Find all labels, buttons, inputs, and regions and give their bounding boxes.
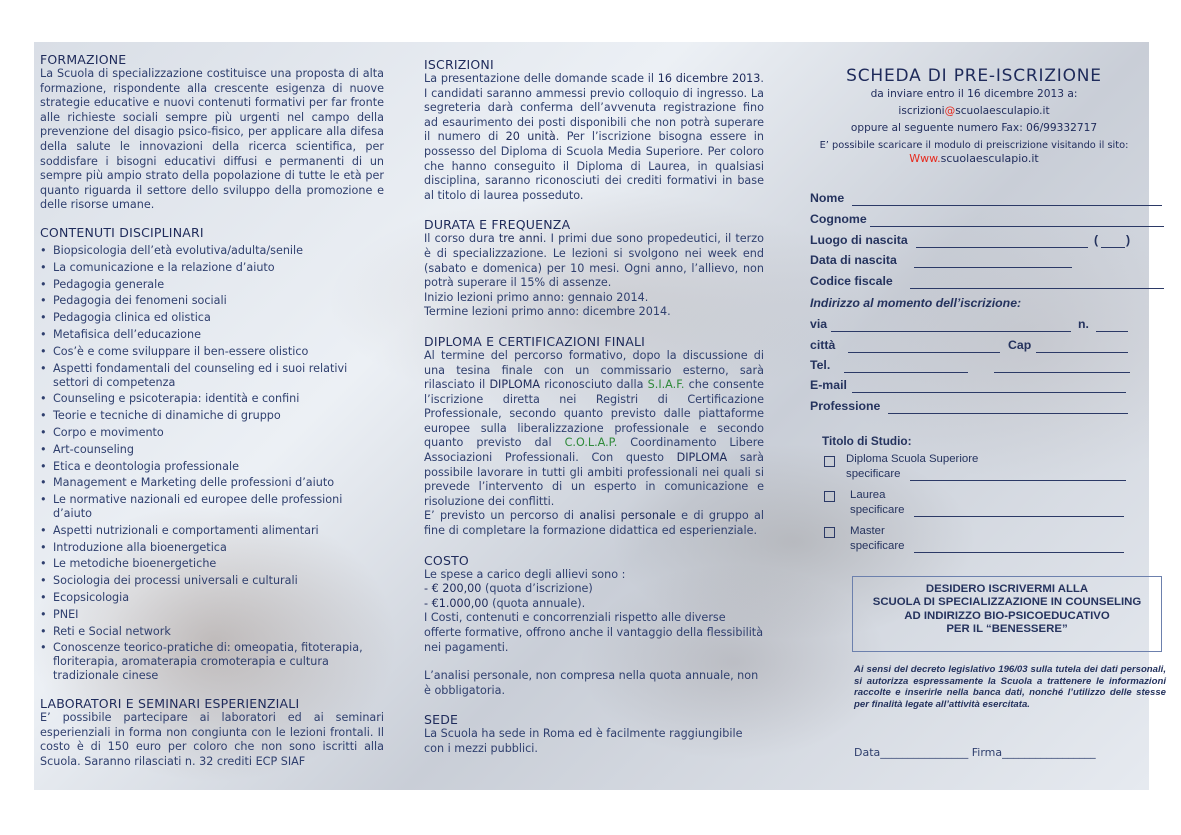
sede-title: SEDE bbox=[424, 712, 459, 728]
contenuti-item: • Cos’è e come sviluppare il ben-essere olistico bbox=[40, 345, 384, 359]
website-prefix: Www. bbox=[909, 152, 941, 165]
durata-title: DURATA E FREQUENZA bbox=[424, 217, 571, 233]
box-line-1: DESIDERO ISCRIVERMI ALLA bbox=[925, 583, 1089, 595]
contenuti-item: • Aspetti nutrizionali e comportamenti alimentari bbox=[40, 524, 384, 538]
email-label: E-mail bbox=[810, 378, 847, 392]
contenuti-item: • Pedagogia dei fenomeni sociali bbox=[40, 294, 384, 308]
contenuti-item: • Le metodiche bioenergetiche bbox=[40, 557, 384, 571]
data-nascita-label: Data di nascita bbox=[810, 253, 897, 267]
costo-item-1-amount: - € 200,00 bbox=[424, 582, 482, 596]
contenuti-item: • La comunicazione e la relazione d’aiuto bbox=[40, 261, 384, 275]
formazione-title: FORMAZIONE bbox=[40, 52, 127, 67]
formazione-text: La Scuola di specializzazione costituisce una proposta di alta formazione, rispondente alla crescente esigenza di nuove strategie educative e nuovi contenuti formativi per far fronte alle richieste sociali sempre più urgenti nel campo della prevenzione del disagio psico-fisico, per applicare alla difesa della salute le innovazioni della ricerca scientifica, per soddisfare i bisogni educativi diffusi e permanenti di un sempre più ampio strato della popolazione di tutte le età per quanto riguarda il settore dello sviluppo della promozione e delle risorse umane. bbox=[40, 67, 384, 212]
contenuti-item: • Reti e Social network bbox=[40, 625, 384, 639]
costo-title: COSTO bbox=[424, 552, 469, 568]
colap-label: C.O.L.A.P. bbox=[564, 436, 618, 450]
diploma-option-label: Diploma Scuola Superiore bbox=[846, 453, 979, 465]
column-right bbox=[804, 42, 1166, 790]
laboratori-text: E’ possibile partecipare ai laboratori ed ai seminari esperienziali in forma non congiunta con le lezioni frontali. Il costo è di 150 euro per coloro che non sono iscritti alla Scuola. Saranno rilasciati n. 32 crediti ECP SIAF bbox=[40, 711, 384, 769]
form-download-text: E’ possibile scaricare il modulo di preiscrizione visitando il sito: bbox=[819, 140, 1129, 151]
email-at: @ bbox=[944, 105, 956, 117]
email-domain: scuolaesculapio.it bbox=[955, 105, 1050, 117]
durata-end: Termine lezioni primo anno: dicembre 2014. bbox=[424, 305, 671, 319]
costo-item-2 bbox=[424, 597, 764, 612]
master-checkbox[interactable] bbox=[824, 527, 835, 538]
diploma-text bbox=[424, 349, 764, 510]
contenuti-item: • Ecopsicologia bbox=[40, 591, 384, 605]
contenuti-item: • Pedagogia generale bbox=[40, 278, 384, 292]
durata-start: Inizio lezioni primo anno: gennaio 2014. bbox=[424, 290, 649, 304]
master-option-label: Master bbox=[850, 525, 885, 537]
titolo-studio-label: Titolo di Studio: bbox=[822, 434, 912, 448]
numero-field[interactable] bbox=[1096, 331, 1128, 332]
durata-text bbox=[424, 232, 764, 290]
form-website[interactable] bbox=[804, 152, 1144, 166]
durata-text-1: Il corso dura bbox=[424, 232, 495, 246]
contenuti-item: • Le normative nazionali ed europee delle professioni d’aiuto bbox=[40, 493, 384, 521]
tel-label: Tel. bbox=[810, 358, 831, 372]
diploma-text-2: riconosciuto dalla bbox=[544, 378, 644, 392]
laboratori-title: LABORATORI E SEMINARI ESPERIENZIALI bbox=[40, 696, 300, 712]
column-middle bbox=[424, 57, 764, 757]
iscrizioni-text bbox=[424, 72, 764, 203]
master-specify-label: specificare bbox=[850, 540, 905, 552]
costo-text: I Costi, contenuti e concorrenziali rispetto alle diverse offerte formative, offrono anche il vantaggio della flessibilità nei pagamenti. bbox=[424, 611, 764, 654]
data-label: Data bbox=[854, 746, 881, 759]
cognome-field[interactable] bbox=[870, 226, 1164, 227]
diploma-text-1: Al termine del percorso formativo, dopo la discussione di una tesina finale con un commissario esterno, sarà rilasciato il bbox=[424, 348, 764, 392]
contenuti-item: • Aspetti fondamentali del counseling ed i suoi relativi settori di competenza bbox=[40, 362, 384, 390]
contenuti-item: • Corpo e movimento bbox=[40, 426, 384, 440]
citta-label: città bbox=[810, 338, 836, 352]
luogo-label: Luogo di nascita bbox=[810, 233, 908, 247]
contenuti-item: • Biopsicologia dell’età evolutiva/adulta/senile bbox=[40, 244, 384, 258]
siaf-label: S.I.A.F. bbox=[647, 378, 685, 392]
signature-row bbox=[854, 746, 1096, 759]
cap-field[interactable] bbox=[1036, 352, 1128, 353]
diploma-text-5: sarà possibile lavorare in tutti gli ambiti professionali nei quali si prevede l’intervento di un esperto in comunicazione e risoluzione dei conflitti. bbox=[424, 451, 764, 508]
tel-field-2[interactable] bbox=[994, 372, 1130, 373]
luogo-field[interactable] bbox=[916, 247, 1088, 248]
diploma-text-3: che consente l’iscrizione diretta nei Registri di Certificazione Professionale, secondo quanto previsto dalle piattaforme europee sulla liberalizzazione professionale e secondo quanto previsto dal bbox=[424, 378, 765, 450]
brochure-sheet bbox=[34, 42, 1166, 790]
firma-field[interactable]: _________________ bbox=[1002, 746, 1096, 759]
cognome-label: Cognome bbox=[810, 212, 867, 226]
form-deadline: da inviare entro il 16 dicembre 2013 a: bbox=[870, 88, 1078, 100]
contenuti-item: • PNEI bbox=[40, 608, 384, 622]
luogo-paren-close: ) bbox=[1126, 233, 1131, 247]
iscrizioni-num: 20 unità bbox=[505, 130, 556, 144]
professione-field[interactable] bbox=[888, 413, 1128, 414]
diploma-checkbox[interactable] bbox=[824, 456, 835, 467]
box-line-4: PER IL “BENESSERE” bbox=[946, 623, 1068, 636]
diploma-text-7: e di gruppo al fine di completare la formazione didattica ed esperienziale. bbox=[424, 509, 764, 538]
sede-text: La Scuola ha sede in Roma ed è facilmente raggiungibile con i mezzi pubblici. bbox=[424, 727, 743, 755]
costo-item-2-amount: - €1.000,00 bbox=[424, 596, 489, 610]
diploma-specify-label: specificare bbox=[846, 468, 901, 480]
iscrizioni-text-3: . Per l’iscrizione bisogna essere in possesso del Diploma di Scuola Media Superiore. Per coloro che hanno conseguito il Diploma di Laurea, in qualsiasi disciplina, saranno riconosciuti dei crediti formativi in base al titolo di laurea posseduto. bbox=[424, 130, 764, 202]
contenuti-item: • Metafisica dell’educazione bbox=[40, 328, 384, 342]
numero-label: n. bbox=[1078, 317, 1089, 331]
codice-fiscale-label: Codice fiscale bbox=[810, 274, 893, 288]
laurea-specify-label: specificare bbox=[850, 504, 905, 516]
professione-label: Professione bbox=[810, 399, 881, 413]
contenuti-title: CONTENUTI DISCIPLINARI bbox=[40, 224, 204, 240]
diploma-title: DIPLOMA E CERTIFICAZIONI FINALI bbox=[424, 333, 645, 349]
form-title: SCHEDA DI PRE-ISCRIZIONE bbox=[846, 66, 1102, 86]
iscrizione-box bbox=[852, 576, 1162, 652]
laurea-option-label: Laurea bbox=[850, 489, 886, 501]
contenuti-item: • Pedagogia clinica ed olistica bbox=[40, 311, 384, 325]
contenuti-item: • Conoscenze teorico-pratiche di: omeopatia, fitoterapia, floriterapia, aromaterapia cromoterapia e cultura tradizionale cinese bbox=[40, 641, 384, 683]
diploma-text-4: Coordinamento Libere Associazioni Professionali. Con questo bbox=[424, 436, 764, 465]
iscrizioni-title: ISCRIZIONI bbox=[424, 57, 494, 72]
nome-label: Nome bbox=[810, 191, 845, 205]
costo-intro: Le spese a carico degli allievi sono : bbox=[424, 567, 626, 581]
laurea-checkbox[interactable] bbox=[824, 491, 835, 502]
data-nascita-field[interactable] bbox=[914, 267, 1072, 268]
contenuti-item: • Teorie e tecniche di dinamiche di gruppo bbox=[40, 409, 384, 423]
email-local: iscrizioni bbox=[898, 105, 945, 117]
costo-analisi: L’analisi personale, non compresa nella quota annuale, non è obbligatoria. bbox=[424, 669, 759, 697]
costo-item-2-label: (quota annuale). bbox=[492, 596, 586, 610]
contenuti-item: • Counseling e psicoterapia: identità e confini bbox=[40, 392, 384, 406]
iscrizioni-date: 16 dicembre 2013 bbox=[657, 72, 761, 85]
master-specify-field[interactable] bbox=[914, 552, 1124, 553]
contenuti-item: • Etica e deontologia professionale bbox=[40, 460, 384, 474]
costo-item-1-label: (quota d’iscrizione) bbox=[484, 582, 593, 596]
form-email[interactable] bbox=[804, 103, 1144, 120]
durata-text-2: . I primi due sono propedeutici, il terzo è di specializzazione. Le lezioni si svolgono nei week end (sabato e domenica) per 10 mesi. Ogni anno, l’allievo, non potrà superare il 15% di assenze. bbox=[424, 232, 764, 290]
analisi-label: analisi personale bbox=[579, 509, 676, 523]
via-field[interactable] bbox=[831, 331, 1071, 332]
contenuti-item: • Introduzione alla bioenergetica bbox=[40, 541, 384, 555]
diploma-specify-field[interactable] bbox=[910, 480, 1126, 481]
nome-field[interactable] bbox=[852, 205, 1162, 206]
iscrizioni-text-2: . I candidati saranno ammessi previo colloquio di ingresso. La segreteria darà conferma dell’avvenuta registrazione fino ad esaurimento dei posti disponibili che non potrà superare il numero di bbox=[424, 72, 764, 144]
provincia-field[interactable] bbox=[1101, 247, 1125, 248]
indirizzo-label: Indirizzo al momento dell’iscrizione: bbox=[810, 296, 1022, 310]
form-fax: oppure al seguente numero Fax: 06/99332717 bbox=[850, 122, 1098, 134]
contenuti-list bbox=[40, 244, 384, 684]
laurea-specify-field[interactable] bbox=[914, 516, 1124, 517]
diploma-word: DIPLOMA bbox=[489, 378, 541, 392]
diploma-word-2: DIPLOMA bbox=[676, 451, 728, 465]
citta-field[interactable] bbox=[848, 352, 1000, 353]
privacy-notice: Ai sensi del decreto legislativo 196/03 sulla tutela dei dati personali, si autorizza espressamente la Scuola a trattenere le informazioni raccolte e inserirle nella banca dati, nonché l’utilizzo delle stesse per finalità legate all’attività esercitata. bbox=[854, 664, 1166, 710]
email-field[interactable] bbox=[852, 392, 1126, 393]
luogo-paren-open: ( bbox=[1094, 233, 1099, 247]
costo-item-1 bbox=[424, 582, 764, 597]
data-field[interactable]: ________________ bbox=[880, 746, 969, 759]
cap-label: Cap bbox=[1008, 338, 1032, 352]
via-label: via bbox=[810, 317, 828, 331]
contenuti-item: • Sociologia dei processi universali e culturali bbox=[40, 574, 384, 588]
box-line-2: SCUOLA DI SPECIALIZZAZIONE IN COUNSELING bbox=[872, 596, 1142, 609]
diploma-text-6: E’ previsto un percorso di bbox=[424, 509, 575, 523]
codice-fiscale-field[interactable] bbox=[910, 288, 1164, 289]
contenuti-item: • Management e Marketing delle professioni d’aiuto bbox=[40, 476, 384, 490]
website-domain: scuolaesculapio.it bbox=[940, 152, 1039, 165]
tel-field[interactable] bbox=[844, 372, 968, 373]
box-line-3: AD INDIRIZZO BIO-PSICOEDUCATIVO bbox=[904, 609, 1110, 622]
column-left bbox=[40, 52, 384, 770]
diploma-analisi-text bbox=[424, 509, 764, 538]
contenuti-item: • Art-counseling bbox=[40, 443, 384, 457]
iscrizioni-text-1: La presentazione delle domande scade il bbox=[424, 72, 654, 85]
firma-label: Firma bbox=[971, 746, 1003, 759]
durata-years: tre anni bbox=[498, 232, 543, 246]
